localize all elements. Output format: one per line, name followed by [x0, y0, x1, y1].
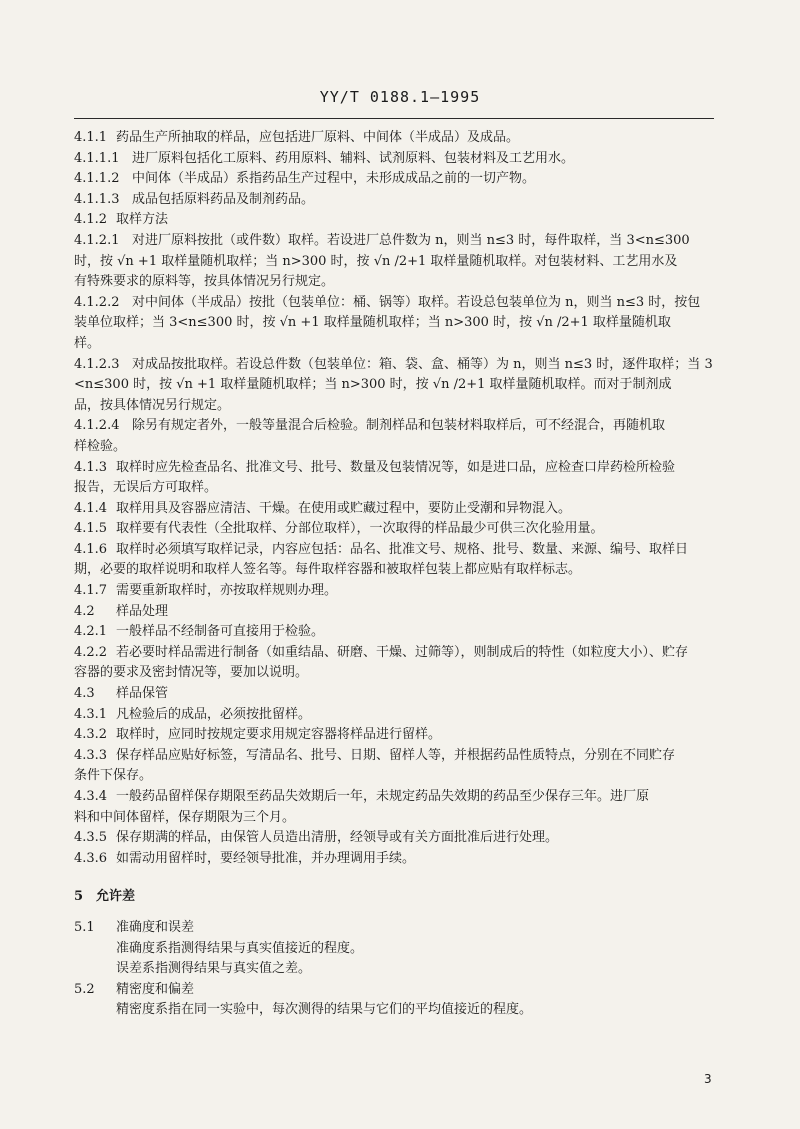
clause-line [74, 128, 724, 149]
clause-number: 4.3.6 [74, 850, 108, 866]
clause-4-1-7 [74, 581, 724, 602]
clause-text: 样。 [74, 335, 101, 351]
clause-number: 4.1.2 [74, 212, 108, 228]
clause-text: 取样要有代表性（全批取样、分部位取样），一次取得的样品最少可供三次化验用量。 [116, 521, 604, 537]
document-body [74, 128, 724, 1021]
clause-number: 4.2.1 [74, 624, 108, 640]
clause-4-1-1 [74, 128, 724, 149]
clause-text: 凡检验后的成品，必须按批留样。 [116, 706, 312, 722]
clause-4-1-6 [74, 540, 724, 581]
clause-number: 4.1.2.3 [74, 356, 120, 372]
clause-number: 4.3.2 [74, 727, 108, 743]
clause-line [74, 416, 724, 437]
clause-text: 料和中间体留样，保存期限为三个月。 [74, 809, 296, 825]
clause-text: 对进厂原料按批（或件数）取样。若设进厂总件数为 n，则当 n≤3 时，每件取样，当 3<n≤300 [132, 232, 690, 248]
clause-4-1-1-3 [74, 190, 724, 211]
clause-line [74, 684, 724, 705]
clause-text: <n≤300 时，按 √n +1 取样量随机取样；当 n>300 时，按 √n /2+1 取样量随机取样。而对于制剂成 [74, 377, 672, 393]
clause-4-1-2-2 [74, 293, 724, 355]
subsection-number: 5.1 [74, 919, 95, 935]
subsection-heading [74, 918, 724, 939]
clause-text: 药品生产所抽取的样品，应包括进厂原料、中间体（半成品）及成品。 [116, 130, 520, 145]
clause-line [74, 169, 724, 190]
clause-line [74, 622, 724, 643]
clause-text: 中间体（半成品）系指药品生产过程中，未形成成品之前的一切产物。 [132, 171, 536, 187]
clause-line [74, 355, 724, 376]
clause-number: 4.1.1 [74, 130, 108, 145]
clause-number: 4.1.2.1 [74, 232, 120, 248]
clause-number: 4.1.1.2 [74, 171, 120, 187]
clause-text: 期，必要的取样说明和取样人签名等。每件取样容器和被取样包装上都应贴有取样标志。 [74, 562, 582, 578]
clause-text: 取样时应先检查品名、批准文号、批号、数量及包装情况等，如是进口品，应检查口岸药检所检验 [116, 459, 676, 475]
clause-4-1-1-1 [74, 149, 724, 170]
clause-text: 取样方法 [116, 212, 169, 228]
clause-line [74, 602, 724, 623]
subsection-heading [74, 980, 724, 1001]
clause-text: 对中间体（半成品）按批（包装单位：桶、锅等）取样。若设总包装单位为 n，则当 n≤3 时，按包 [132, 294, 701, 310]
clause-line [74, 334, 724, 355]
subsection-text: 误差系指测得结果与真实值之差。 [116, 961, 312, 977]
clause-number: 4.1.3 [74, 459, 108, 475]
clause-line [74, 849, 724, 870]
clause-text: 保存样品应贴好标签，写清品名、批号、日期、留样人等，并根据药品性质特点，分别在不同贮存 [116, 747, 676, 763]
clause-line [74, 499, 724, 520]
clause-line [74, 560, 724, 581]
clause-4-1-2-1 [74, 231, 724, 293]
clause-text: 保存期满的样品，由保管人员造出清册，经领导或有关方面批准后进行处理。 [116, 830, 559, 846]
clause-number: 4.1.2.4 [74, 418, 120, 434]
clause-line [74, 663, 724, 684]
section-heading [74, 887, 724, 908]
clause-text: 装单位取样；当 3<n≤300 时，按 √n +1 取样量随机取样；当 n>300 时，按 √n /2+1 取样量随机取 [74, 315, 671, 331]
clause-line [74, 252, 724, 273]
clause-4-3-1 [74, 705, 724, 726]
clause-4-3 [74, 684, 724, 705]
clause-number: 4.3.1 [74, 706, 108, 722]
section-title: 允许差 [96, 889, 136, 905]
section-gap [74, 869, 724, 877]
clause-4-1-1-2 [74, 169, 724, 190]
clause-text: 进厂原料包括化工原料、药用原料、辅料、试剂原料、包装材料及工艺用水。 [132, 150, 575, 166]
clause-line [74, 643, 724, 664]
subsection-text: 准确度系指测得结果与真实值接近的程度。 [116, 940, 364, 956]
clause-line [74, 766, 724, 787]
clause-4-1-2 [74, 210, 724, 231]
clause-number: 4.1.5 [74, 521, 108, 537]
clause-line [74, 581, 724, 602]
subsection-title: 精密度和偏差 [116, 981, 195, 997]
clause-4-3-3 [74, 746, 724, 787]
clause-line [74, 437, 724, 458]
clause-number: 4.2 [74, 603, 95, 619]
clause-number: 4.1.4 [74, 500, 108, 516]
clause-text: 容器的要求及密封情况等，要加以说明。 [74, 665, 309, 681]
clause-text: 报告，无误后方可取样。 [74, 480, 218, 496]
standard-code-header: YY/T 0188.1—1995 [319, 88, 481, 106]
clause-line [74, 375, 724, 396]
clause-text: 成品包括原料药品及制剂药品。 [132, 191, 315, 207]
clause-number: 4.1.7 [74, 583, 108, 599]
clause-text: 如需动用留样时，要经领导批准，并办理调用手续。 [116, 850, 416, 866]
clause-4-3-2 [74, 725, 724, 746]
clause-line [74, 746, 724, 767]
clause-text: 有特殊要求的原料等，按具体情况另行规定。 [74, 274, 335, 290]
header-rule [74, 118, 714, 119]
clause-text: 条件下保存。 [74, 768, 153, 784]
clause-text: 需要重新取样时，亦按取样规则办理。 [116, 583, 338, 599]
clause-text: 取样用具及容器应清洁、干燥。在使用或贮藏过程中，要防止受潮和异物混入。 [116, 500, 572, 516]
clause-number: 4.2.2 [74, 644, 108, 660]
clause-number: 4.3.5 [74, 830, 108, 846]
clause-line [74, 190, 724, 211]
clause-text: 取样时，应同时按规定要求用规定容器将样品进行留样。 [116, 727, 442, 743]
clause-line [74, 705, 724, 726]
clause-number: 4.1.6 [74, 541, 108, 557]
clause-line [74, 519, 724, 540]
section-number: 5 [74, 889, 84, 905]
clause-4-1-2-3 [74, 355, 724, 417]
subsection-number: 5.2 [74, 981, 95, 997]
clause-line [74, 231, 724, 252]
clause-text: 对成品按批取样。若设总件数（包装单位：箱、袋、盒、桶等）为 n，则当 n≤3 时，逐件取样；当 3 [132, 356, 713, 372]
clause-number: 4.1.1.3 [74, 191, 120, 207]
subsection-text: 精密度系指在同一实验中，每次测得的结果与它们的平均值接近的程度。 [116, 1002, 533, 1018]
clause-line [74, 787, 724, 808]
page-number: 3 [704, 1072, 712, 1086]
clause-4-2 [74, 602, 724, 623]
clause-4-2-1 [74, 622, 724, 643]
subsection-title: 准确度和误差 [116, 919, 195, 935]
clause-4-2-2 [74, 643, 724, 684]
clause-number: 4.1.2.2 [74, 294, 120, 310]
clause-number: 4.1.1.1 [74, 150, 120, 166]
clause-4-3-4 [74, 787, 724, 828]
clause-4-1-5 [74, 519, 724, 540]
clause-text: 时，按 √n +1 取样量随机取样；当 n>300 时，按 √n /2+1 取样量随机取样。对包装材料、工艺用水及 [74, 253, 678, 269]
clause-4-3-6 [74, 849, 724, 870]
clause-line [74, 149, 724, 170]
clause-text: 样品处理 [116, 603, 169, 619]
clause-text: 除另有规定者外，一般等量混合后检验。制剂样品和包装材料取样后，可不经混合，再随机取 [132, 418, 666, 434]
clause-line [74, 808, 724, 829]
clause-line [74, 458, 724, 479]
clause-4-1-2-4 [74, 416, 724, 457]
clause-4-1-4 [74, 499, 724, 520]
clause-number: 4.3 [74, 686, 95, 702]
clause-line [74, 725, 724, 746]
clause-text: 若必要时样品需进行制备（如重结晶、研磨、干燥、过筛等），则制成后的特性（如粒度大小）、贮存 [116, 644, 689, 660]
clause-line [74, 313, 724, 334]
clause-line [74, 272, 724, 293]
clause-text: 样品保管 [116, 686, 169, 702]
clause-4-3-5 [74, 828, 724, 849]
clause-line [74, 293, 724, 314]
clause-text: 一般样品不经制备可直接用于检验。 [116, 624, 325, 640]
clause-text: 取样时必须填写取样记录，内容应包括：品名、批准文号、规格、批号、数量、来源、编号、取样日 [116, 541, 689, 557]
clause-text: 样检验。 [74, 438, 127, 454]
clause-text: 一般药品留样保存期限至药品失效期后一年，未规定药品失效期的药品至少保存三年。进厂原 [116, 789, 650, 804]
clause-number: 4.3.3 [74, 747, 108, 763]
clause-line [74, 210, 724, 231]
clause-line [74, 396, 724, 417]
clause-line [74, 828, 724, 849]
clause-text: 品，按具体情况另行规定。 [74, 397, 231, 413]
clause-4-1-3 [74, 458, 724, 499]
clause-line [74, 478, 724, 499]
clause-number: 4.3.4 [74, 789, 108, 804]
clause-line [74, 540, 724, 561]
